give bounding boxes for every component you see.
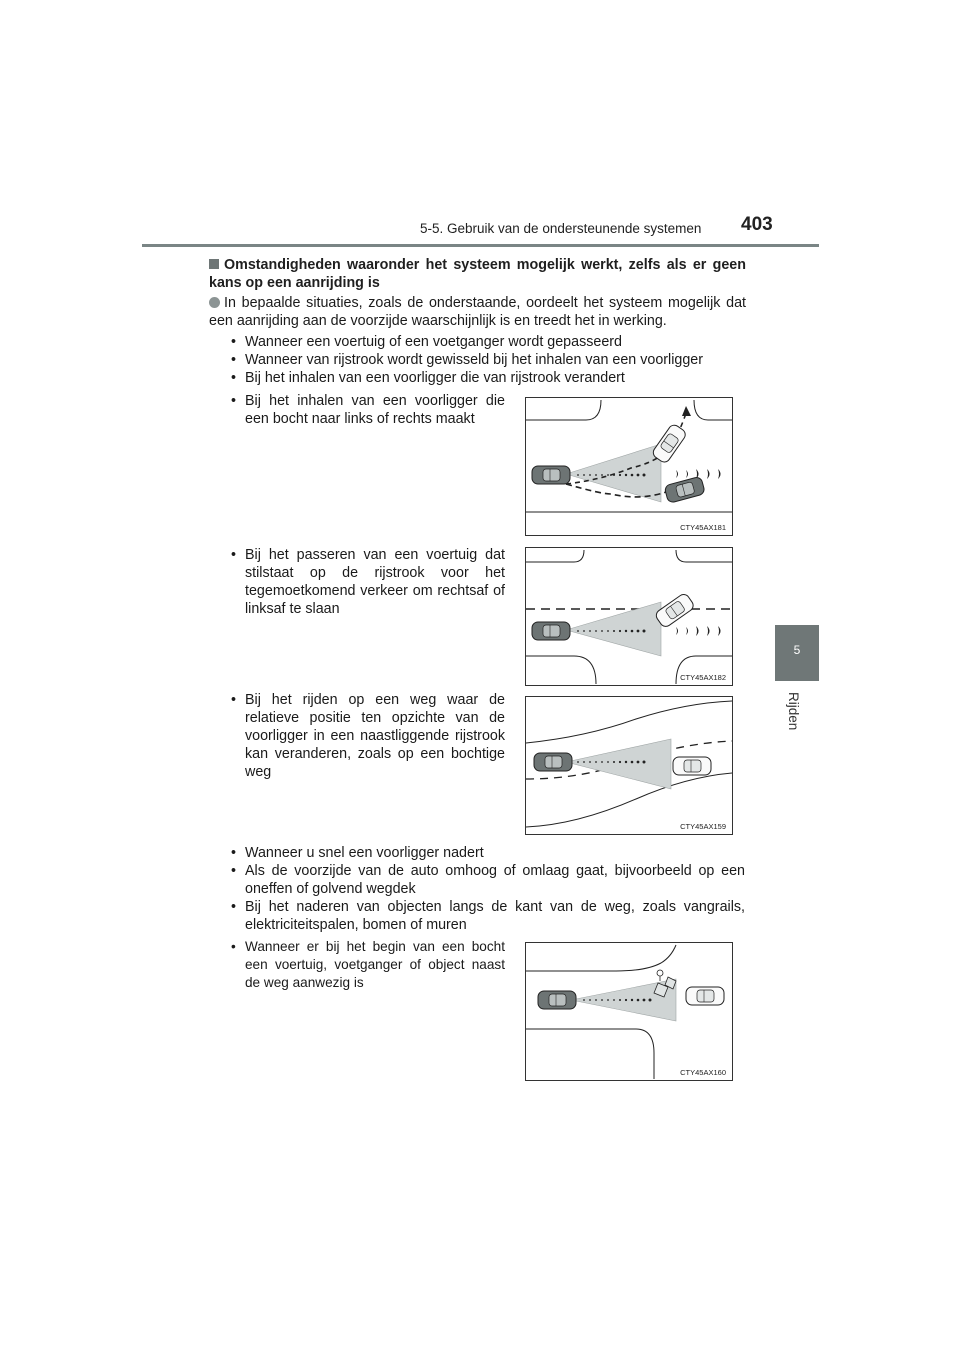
bullet-icon: •	[231, 334, 237, 350]
bullet-icon: •	[231, 863, 237, 879]
bullet-icon: •	[231, 692, 237, 708]
bullet-icon: •	[231, 899, 237, 915]
list-item: • Wanneer u snel een voorligger nadert	[231, 845, 484, 861]
figure-overtaking-turning-vehicle	[525, 397, 733, 536]
chapter-tab: 5	[775, 625, 819, 681]
intro-paragraph: In bepaalde situaties, zoals de onderstaande, oordeelt het systeem mogelijk dat een aanrijding aan de voorzijde waarschijnlijk is en treedt het in werking.	[209, 295, 746, 329]
list-item: • Wanneer van rijstrook wordt gewisseld bij het inhalen van een voorligger	[231, 352, 704, 368]
figure-code: CTY45AX159	[680, 822, 726, 831]
bullet-icon: •	[231, 547, 237, 563]
bullet-icon: •	[231, 393, 237, 409]
list-item: • Wanneer een voertuig of een voetganger wordt gepasseerd	[231, 334, 622, 350]
list-item: • Bij het passeren van een voertuig dat stilstaat op de rijstrook voor het tegemoetkomend verkeer om rechtsaf of linksaf te slaan	[231, 547, 505, 617]
figure-code: CTY45AX160	[680, 1068, 726, 1077]
list-item: • Bij het rijden op een weg waar de relatieve positie ten opzichte van de voorligger in een naastliggende rijstrook kan veranderen, zoals op een bochtige weg	[231, 692, 505, 780]
chapter-label: Rijden	[786, 692, 801, 731]
square-bullet-icon	[209, 259, 219, 269]
figure-curved-road	[525, 696, 733, 835]
bullet-icon: •	[231, 939, 236, 954]
list-item: • Wanneer er bij het begin van een bocht een voertuig, voetganger of object naast de weg aanwezig is	[231, 939, 505, 990]
list-item: • Bij het inhalen van een voorligger die van rijstrook verandert	[231, 370, 625, 386]
running-header: 5-5. Gebruik van de ondersteunende systemen	[420, 221, 702, 236]
figure-passing-stopped-vehicle	[525, 547, 733, 686]
figure-curve-start-object	[525, 942, 733, 1081]
header-rule	[142, 244, 819, 247]
list-item: • Bij het inhalen van een voorligger die een bocht naar links of rechts maakt	[231, 393, 505, 427]
bullet-icon: •	[231, 370, 237, 386]
section-title: Omstandigheden waaronder het systeem mogelijk werkt, zelfs als er geen kans op een aanrijding is	[209, 257, 746, 291]
list-item: • Bij het naderen van objecten langs de kant van de weg, zoals vangrails, elektriciteitspalen, bomen of muren	[231, 899, 745, 933]
figure-code: CTY45AX182	[680, 673, 726, 682]
figure-code: CTY45AX181	[680, 523, 726, 532]
page-number: 403	[741, 214, 773, 235]
bullet-icon: •	[231, 845, 237, 861]
list-item: • Als de voorzijde van de auto omhoog of omlaag gaat, bijvoorbeeld op een oneffen of golvend wegdek	[231, 863, 745, 897]
circle-bullet-icon	[209, 297, 220, 308]
bullet-icon: •	[231, 352, 237, 368]
